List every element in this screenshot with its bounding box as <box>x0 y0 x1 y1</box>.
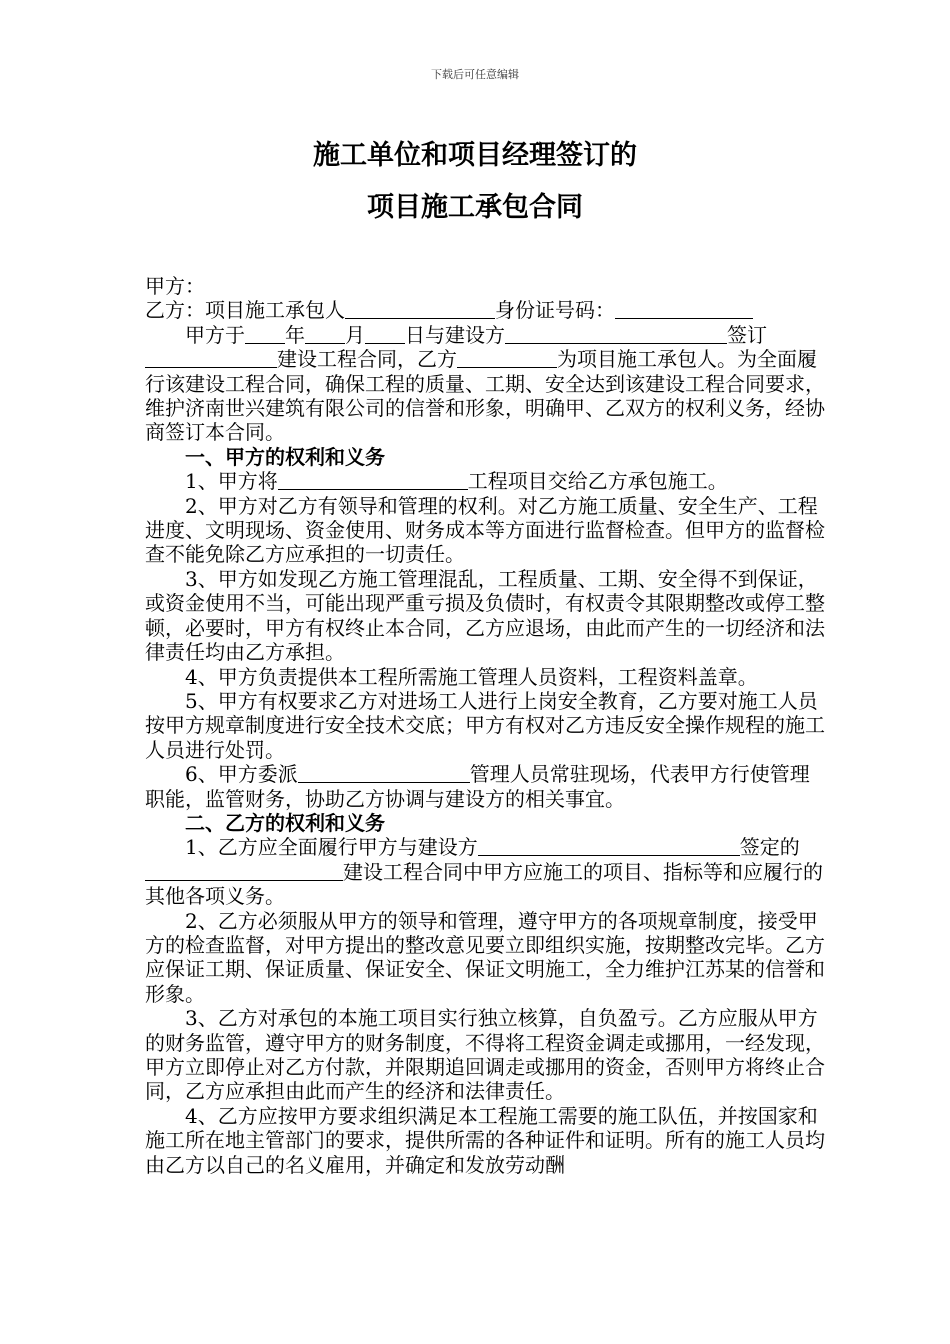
section-2-item-4: 4、乙方应按甲方要求组织满足本工程施工需要的施工队伍，并按国家和施工所在地主管部门的要求，提供所需的各种证件和证明。所有的施工人员均由乙方以自己的名义雇用，并确定和发放劳动酬 <box>145 1103 825 1177</box>
intro-text-b: 订 <box>747 322 767 347</box>
section-1-item-1 <box>145 469 825 493</box>
section-2-item-1 <box>145 835 825 908</box>
s2-sign-char: 签 <box>739 835 760 860</box>
month-label: 月 <box>345 322 365 347</box>
s2-item1-text-b: 定的 <box>759 835 800 860</box>
section-2-item-3: 3、乙方对承包的本施工项目实行独立核算，自负盈亏。乙方应服从甲方的财务监管，遵守甲方的财务制度，不得将工程资金调走或挪用，一经发现，甲方立即停止对乙方付款，并限期追回调走或挪用的资金，否则甲方将终止合同，乙方应承担由此而产生的经济和法律责任。 <box>145 1006 825 1104</box>
document-title-line-2: 项目施工承包合同 <box>367 192 583 223</box>
document-title-line-1: 施工单位和项目经理签订的 <box>313 140 637 171</box>
party-b-label: 乙方：项目施工承包人 <box>145 298 345 323</box>
s2-item1-text-a: 1、乙方应全面履行甲方与建设方 <box>185 835 478 860</box>
manager-name-blank[interactable] <box>298 763 470 783</box>
intro-text-c: 建设工程合同，乙方 <box>277 347 457 372</box>
s1-item1-text-b: 工程项目交给乙方承包施工。 <box>467 469 728 494</box>
header-note: 下载后可任意编辑 <box>431 68 519 81</box>
s1-item6-text-a: 6、甲方委派 <box>185 762 298 787</box>
section-1-item-2: 2、甲方对乙方有领导和管理的权利。对乙方施工质量、安全生产、工程进度、文明现场、资金使用、财务成本等方面进行监督检查。但甲方的监督检查不能免除乙方应承担的一切责任。 <box>145 493 825 567</box>
id-number-blank[interactable] <box>615 299 753 319</box>
section-1-item-6 <box>145 762 825 811</box>
developer-blank-2[interactable] <box>478 836 740 856</box>
section-2-heading: 二、乙方的权利和义务 <box>185 810 385 835</box>
sign-char: 签 <box>727 322 747 347</box>
day-label: 日与建设方 <box>405 322 505 347</box>
party-b-line <box>145 298 825 322</box>
s1-item1-text-a: 1、甲方将 <box>185 469 278 494</box>
contract-name-blank-2[interactable] <box>145 861 343 881</box>
id-number-label: 身份证号码： <box>495 298 615 323</box>
party-b-name-blank[interactable] <box>345 299 495 319</box>
project-name-blank[interactable] <box>278 470 468 490</box>
developer-blank[interactable] <box>505 324 727 344</box>
section-1-heading: 一、甲方的权利和义务 <box>185 444 385 469</box>
s1-item6-text-b: 管理人员常驻现场，代表甲方行使管理职能，监管财务，协助乙方协调与建设方的相关事宜。 <box>145 762 810 811</box>
section-1-item-4: 4、甲方负责提供本工程所需施工管理人员资料，工程资料盖章。 <box>185 664 758 689</box>
party-a-line: 甲方： <box>145 274 205 298</box>
section-1-item-5: 5、甲方有权要求乙方对进场工人进行上岗安全教育，乙方要对施工人员按甲方规章制度进行安全技术交底；甲方有权对乙方违反安全操作规程的施工人员进行处罚。 <box>145 688 825 762</box>
s2-item1-text-c: 建设工程合同中甲方应施工的项目、指标等和应履行的其他各项义务。 <box>145 859 823 909</box>
year-label: 年 <box>285 322 305 347</box>
year-blank[interactable] <box>245 324 285 344</box>
contractor-name-blank[interactable] <box>457 348 557 368</box>
contract-body <box>145 274 825 1177</box>
contract-name-blank[interactable] <box>145 348 277 368</box>
section-2-item-2: 2、乙方必须服从甲方的领导和管理，遵守甲方的各项规章制度，接受甲方的检查监督，对甲方提出的整改意见要立即组织实施，按期整改完毕。乙方应保证工期、保证质量、保证安全、保证文明施工，全力维护江苏某的信誉和形象。 <box>145 908 825 1006</box>
intro-text-d: 为项目施工承包人。为全面履行该建设工程合同，确保工程的质量、工期、安全达到该建设工程合同要求，维护济南世兴建筑有限公司的信誉和形象，明确甲、乙双方的权利义务，经协商签订本合同。 <box>145 347 825 445</box>
day-blank[interactable] <box>365 324 405 344</box>
intro-paragraph <box>145 323 825 445</box>
section-1-item-3: 3、甲方如发现乙方施工管理混乱，工程质量、工期、安全得不到保证，或资金使用不当，可能出现严重亏损及负债时，有权责令其限期整改或停工整顿，必要时，甲方有权终止本合同，乙方应退场，由此而产生的一切经济和法律责任均由乙方承担。 <box>145 566 825 665</box>
intro-text-a: 甲方于 <box>185 322 245 347</box>
month-blank[interactable] <box>305 324 345 344</box>
